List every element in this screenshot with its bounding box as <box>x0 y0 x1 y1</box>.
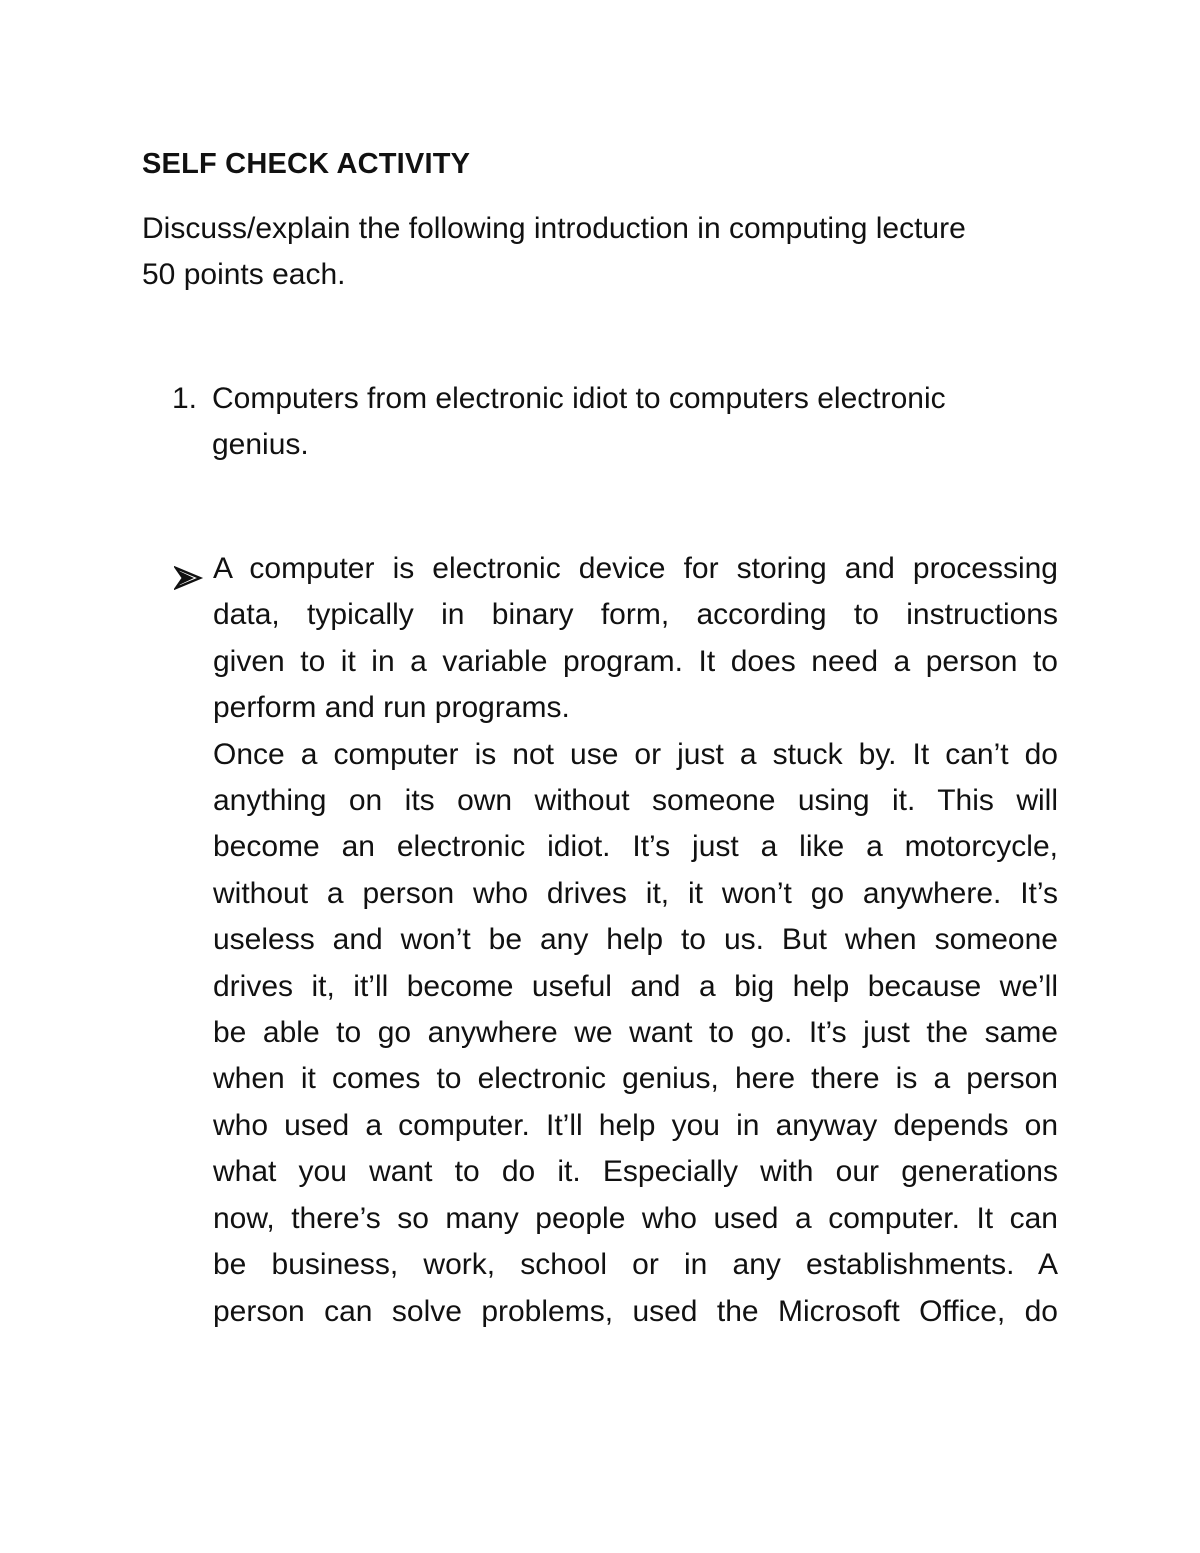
paragraph-line: who used a computer. It’ll help you in anyway depends on <box>213 1108 1058 1142</box>
paragraph-line: anything on its own without someone using it. This will <box>213 784 1058 818</box>
paragraph-line: person can solve problems, used the Microsoft Office, do <box>213 1294 1058 1328</box>
numbered-item <box>172 376 1072 468</box>
item-number: 1. <box>172 382 198 415</box>
bullet-answer <box>172 546 1058 1335</box>
paragraph-line: without a person who drives it, it won’t go anywhere. It’s <box>213 876 1058 910</box>
paragraph-line: given to it in a variable program. It does need a person to <box>213 644 1058 678</box>
item-text-line: Computers from electronic idiot to computers electronic <box>212 382 946 415</box>
paragraph-line: when it comes to electronic genius, here there is a person <box>213 1062 1058 1096</box>
paragraph-line: Once a computer is not use or just a stuck by. It can’t do <box>213 737 1058 771</box>
paragraph-line: perform and run programs. <box>213 691 570 725</box>
paragraph-line: drives it, it’ll become useful and a big help because we’ll <box>213 969 1058 1003</box>
instructions <box>142 206 1062 298</box>
item-text-line: genius. <box>212 428 309 461</box>
paragraph-line: be business, work, school or in any establishments. A <box>213 1248 1058 1282</box>
document-title: SELF CHECK ACTIVITY <box>142 148 471 180</box>
paragraph-line: become an electronic idiot. It’s just a like a motorcycle, <box>213 830 1058 864</box>
instructions-line: Discuss/explain the following introduction in computing lecture <box>142 212 966 245</box>
answer-paragraph <box>213 732 1058 1335</box>
paragraph-line: A computer is electronic device for storing and processing <box>213 552 1058 585</box>
paragraph-line: useless and won’t be any help to us. But when someone <box>213 923 1058 957</box>
answer-paragraph <box>213 546 1058 732</box>
paragraph-line: now, there’s so many people who used a computer. It can <box>213 1201 1058 1235</box>
arrow-bullet-icon <box>174 558 204 582</box>
paragraph-line: be able to go anywhere we want to go. It’s just the same <box>213 1016 1058 1050</box>
paragraph-line: what you want to do it. Especially with our generations <box>213 1155 1058 1189</box>
paragraph-line: data, typically in binary form, according to instructions <box>213 598 1058 632</box>
instructions-line: 50 points each. <box>142 258 346 291</box>
